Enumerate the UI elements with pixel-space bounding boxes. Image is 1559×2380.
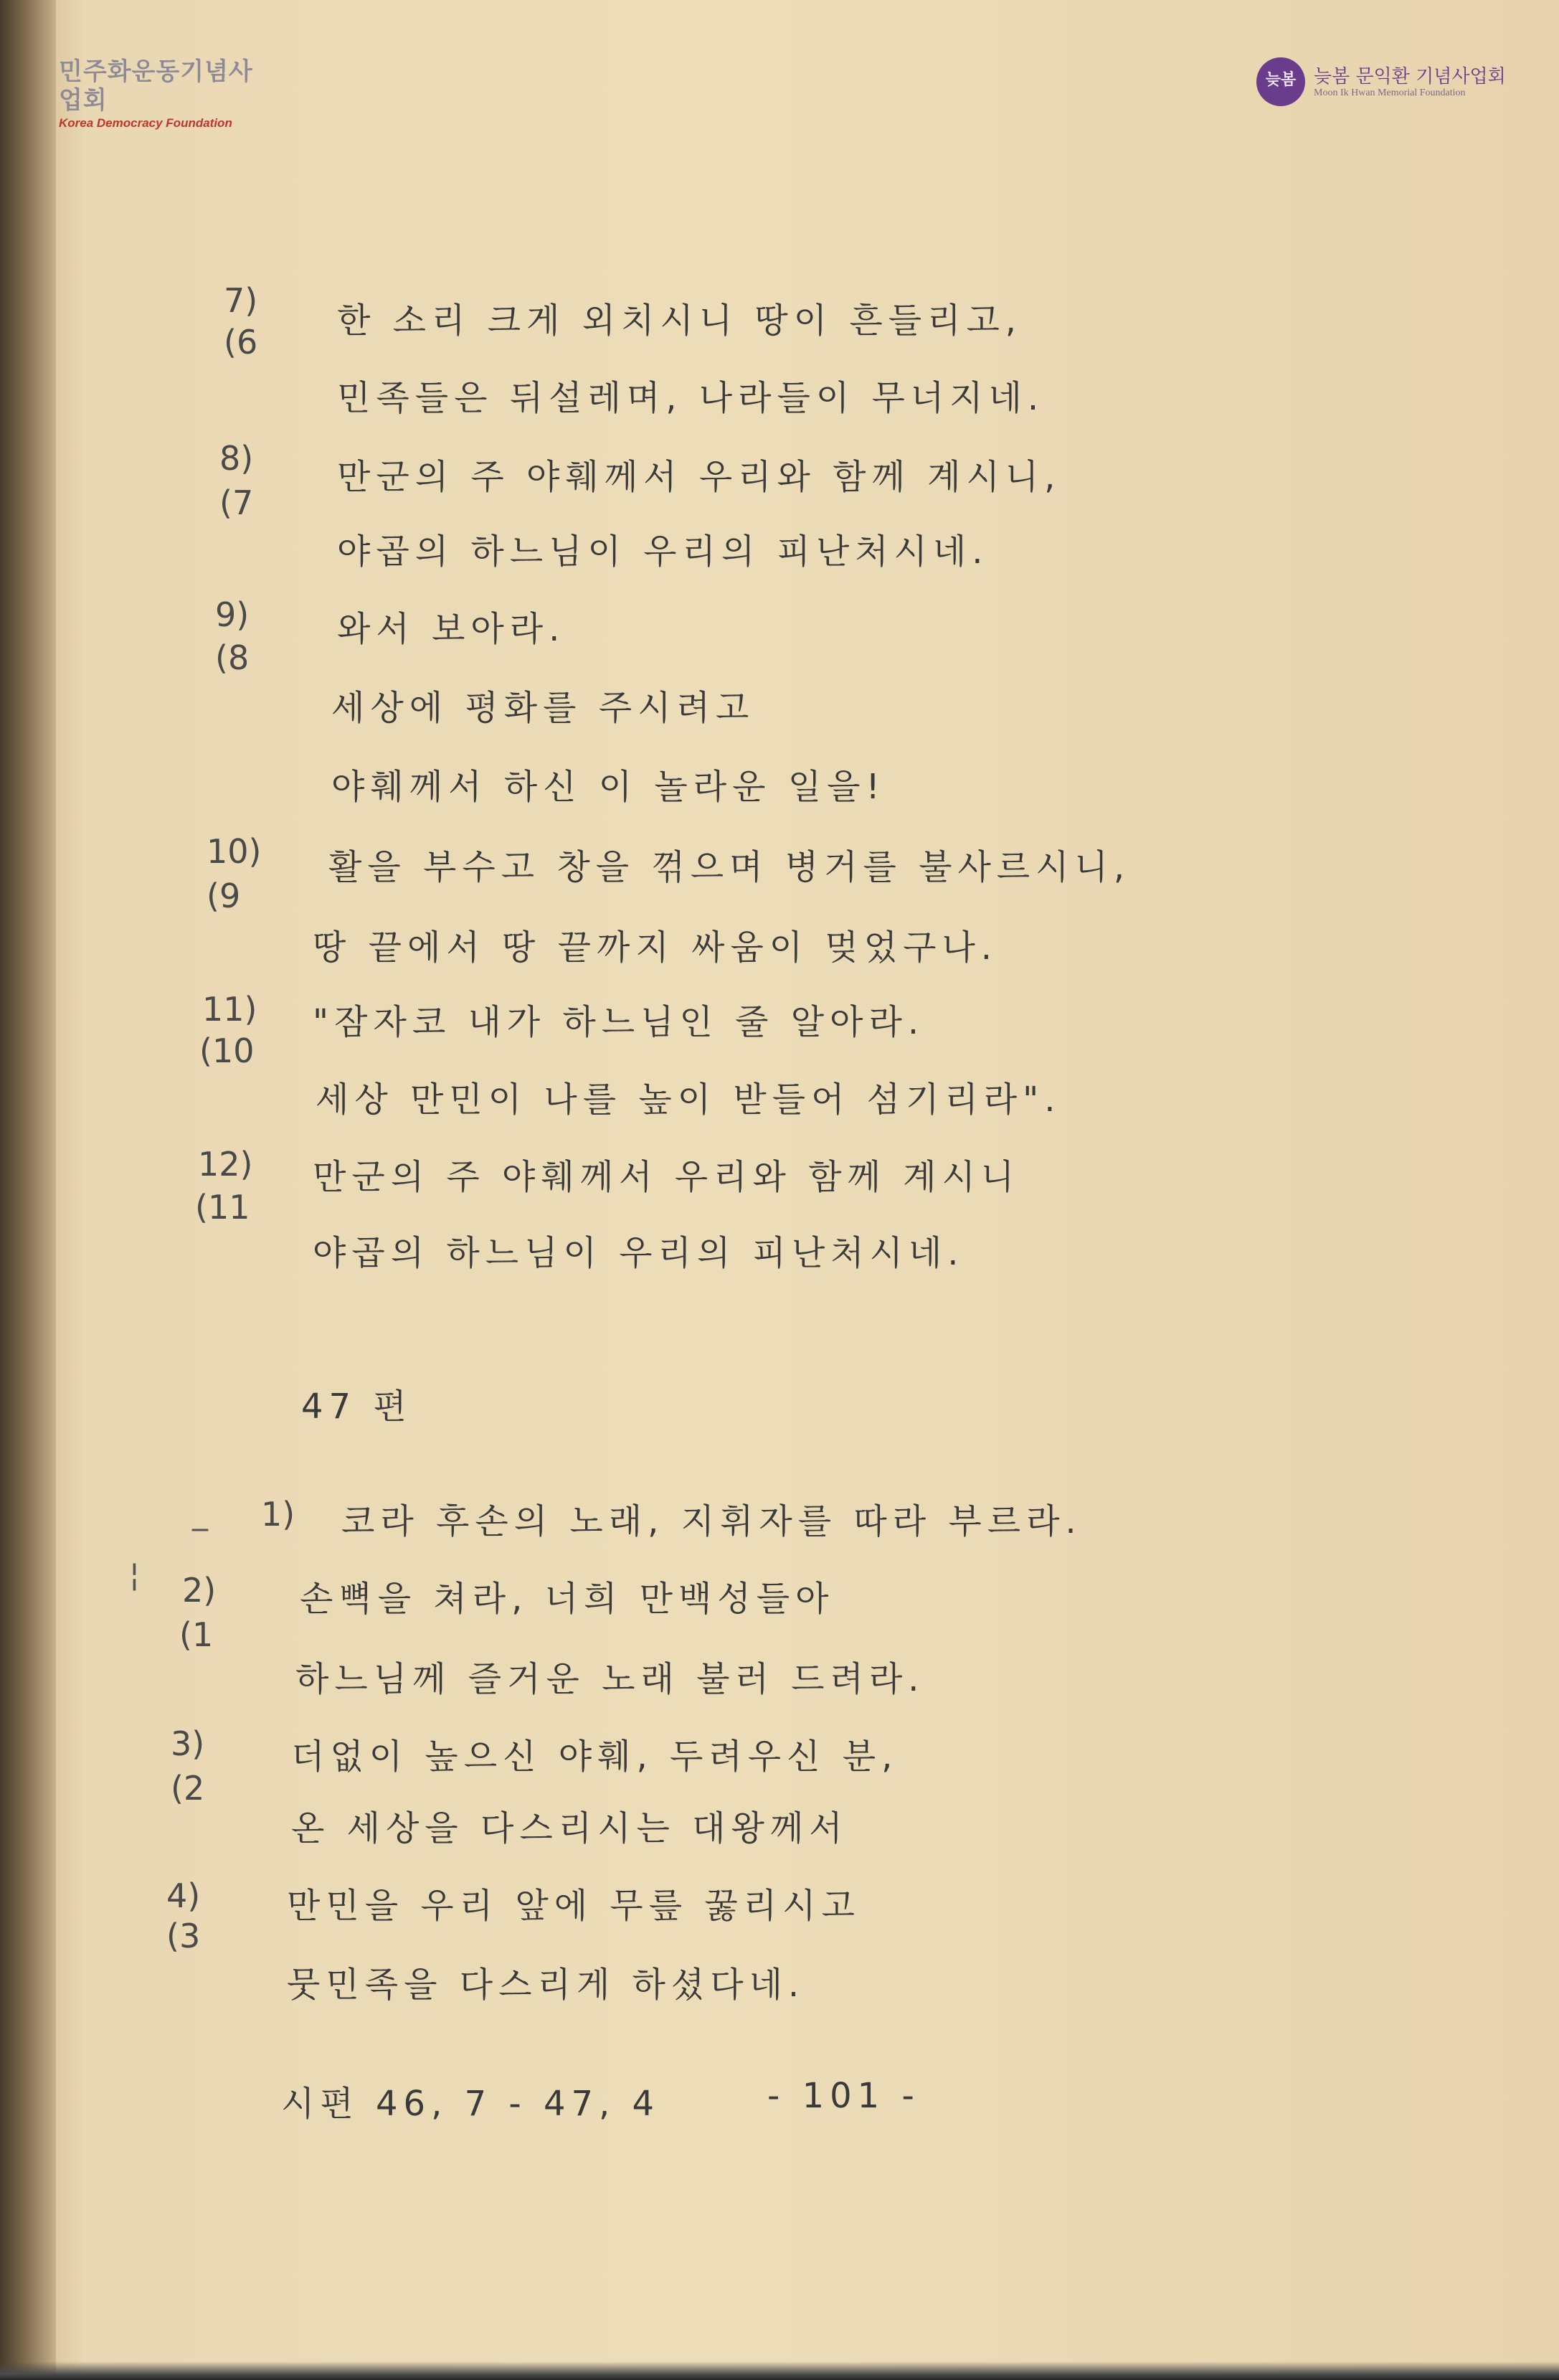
verse-line: 세상에 평화를 주시려고: [331, 688, 755, 728]
verse-line: 만군의 주 야훼께서 우리와 함께 계시니: [313, 1157, 1020, 1197]
moon-ik-hwan-foundation-logo: [1256, 57, 1550, 108]
left-logo-english: Korea Democracy Foundation: [59, 116, 232, 130]
verse-alt-number: (9: [207, 877, 241, 915]
verse-line: 와서 보아라.: [337, 609, 566, 649]
verse-line: 야곱의 하느님이 우리의 피난처시네.: [313, 1233, 965, 1273]
psalm-47-heading: 47 편: [301, 1387, 412, 1427]
verse-line: 세상 만민이 나를 높이 받들어 섬기리라".: [316, 1080, 1061, 1120]
verse-alt-number: (2: [171, 1769, 205, 1808]
verse-number: 8): [219, 439, 254, 478]
seal-icon: 늦봄: [1256, 57, 1305, 106]
verse-line: 땅 끝에서 땅 끝까지 싸움이 멎었구나.: [313, 927, 998, 968]
verse-number: 1): [261, 1495, 295, 1534]
verse-line: 손뼉을 쳐라, 너희 만백성들아: [300, 1579, 835, 1619]
page-number: - 101 -: [767, 2076, 920, 2116]
book-gutter: [0, 0, 56, 2380]
verse-alt-number: (6: [224, 323, 258, 362]
verse-number: 7): [224, 281, 258, 320]
verse-alt-number: (7: [219, 483, 254, 522]
verse-line: 만민을 우리 앞에 무릎 꿇리시고: [287, 1886, 861, 1926]
verse-alt-number: (1: [179, 1615, 214, 1654]
verse-line: 만군의 주 야훼께서 우리와 함께 계시니,: [337, 457, 1061, 497]
verse-number: 12): [198, 1145, 253, 1184]
verse-alt-number: (3: [166, 1917, 201, 1955]
verse-line: 활을 부수고 창을 꺾으며 병거를 불사르시니,: [328, 847, 1131, 887]
verse-line: 야훼께서 하신 이 놀라운 일을!: [331, 767, 886, 807]
verse-line: 하느님께 즐거운 노래 불러 드려라.: [295, 1659, 925, 1699]
right-logo-korean: 늦봄 문익환 기념사업회: [1314, 66, 1506, 88]
verse-number: 10): [207, 832, 262, 871]
verse-line: 코라 후손의 노래, 지휘자를 따라 부르라.: [341, 1501, 1082, 1541]
verse-line: "잠자코 내가 하느님인 줄 알아라.: [313, 1002, 925, 1042]
verse-number: 9): [215, 595, 250, 634]
left-logo-korean: 민주화운동기념사업회: [59, 57, 253, 115]
verse-number: 11): [202, 990, 257, 1029]
verse-line: 한 소리 크게 외치시니 땅이 흔들리고,: [337, 301, 1023, 341]
margin-mark: _: [192, 1495, 208, 1531]
verse-alt-number: (11: [195, 1188, 250, 1227]
verse-line: 뭇민족을 다스리게 하셨다네.: [287, 1965, 805, 2005]
verse-number: 3): [171, 1724, 205, 1763]
margin-mark: ¦: [129, 1557, 140, 1593]
verse-line: 온 세상을 다스리시는 대왕께서: [291, 1808, 848, 1848]
footer-reference: 시편 46, 7 - 47, 4: [281, 2084, 660, 2124]
verse-line: 야곱의 하느님이 우리의 피난처시네.: [337, 532, 989, 572]
page-bottom-edge: [0, 2361, 1559, 2380]
verse-line: 더없이 높으신 야훼, 두려우신 분,: [291, 1737, 899, 1777]
verse-line: 민족들은 뒤설레며, 나라들이 무너지네.: [337, 378, 1045, 418]
verse-alt-number: (8: [215, 638, 250, 677]
verse-number: 4): [166, 1876, 201, 1915]
verse-alt-number: (10: [199, 1031, 255, 1070]
verse-number: 2): [182, 1571, 217, 1610]
korea-democracy-foundation-logo: [59, 57, 274, 131]
right-logo-english: Moon Ik Hwan Memorial Foundation: [1314, 88, 1466, 98]
